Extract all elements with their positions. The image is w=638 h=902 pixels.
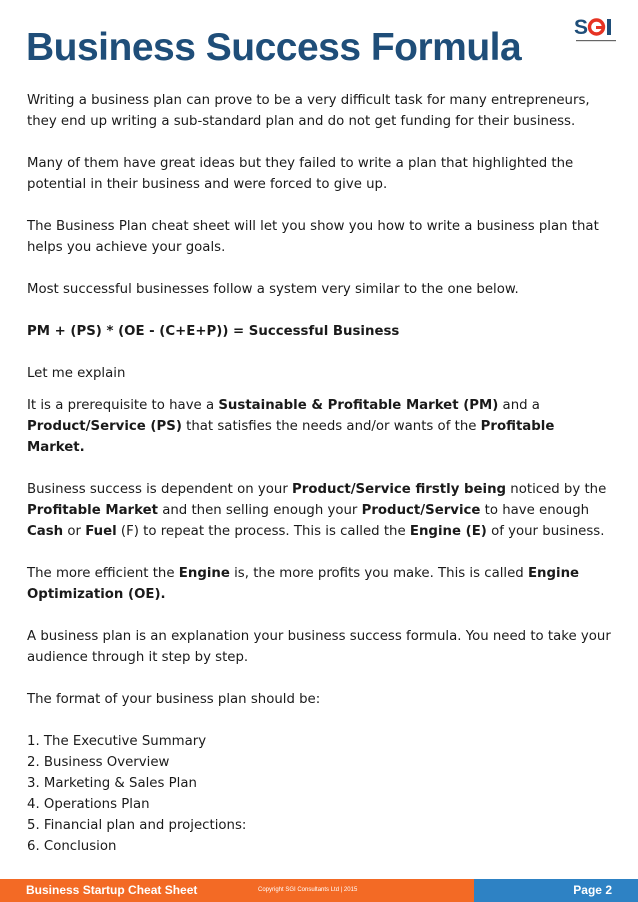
- page-number: Page 2: [474, 879, 638, 902]
- page-footer: [0, 879, 638, 902]
- list-item: 3. Marketing & Sales Plan: [27, 776, 197, 791]
- document-body: [27, 90, 612, 857]
- footer-left-band: [0, 879, 474, 902]
- paragraph-format: The format of your business plan should be:: [27, 692, 321, 707]
- paragraph-ideas: Many of them have great ideas but they failed to write a plan that highlighted the potential in their business and were forced to give up.: [27, 156, 574, 192]
- success-formula: PM + (PS) * (OE - (C+E+P)) = Successful Business: [27, 324, 400, 339]
- paragraph-intro: Writing a business plan can prove to be a very difficult task for many entrepreneurs, they end up writing a sub-standard plan and do not get funding for their business.: [27, 93, 590, 129]
- svg-text:S: S: [574, 16, 589, 39]
- sgi-logo: [574, 14, 620, 46]
- list-item: 5. Financial plan and projections:: [27, 818, 247, 833]
- plan-sections-list: [27, 731, 612, 857]
- paragraph-system: Most successful businesses follow a system very similar to the one below.: [27, 282, 519, 297]
- list-item: 2. Business Overview: [27, 755, 170, 770]
- list-item: 1. The Executive Summary: [27, 734, 207, 749]
- paragraph-prerequisite: It is a prerequisite to have a Sustainable & Profitable Market (PM) and a Product/Service (PS) that satisfies the needs and/or wants of the Profitable Market.: [27, 398, 555, 455]
- paragraph-cheat-sheet: The Business Plan cheat sheet will let you show you how to write a business plan that helps you achieve your goals.: [27, 219, 599, 255]
- paragraph-optimization: The more efficient the Engine is, the more profits you make. This is called Engine Optimization (OE).: [27, 566, 580, 602]
- paragraph-explanation: A business plan is an explanation your business success formula. You need to take your audience through it step by step.: [27, 629, 611, 665]
- paragraph-engine: Business success is dependent on your Product/Service firstly being noticed by the Profitable Market and then selling enough your Product/Service to have enough Cash or Fuel (F) to repeat the process. This is called the Engine (E) of your business.: [27, 482, 607, 539]
- paragraph-explain: Let me explain: [27, 366, 126, 381]
- list-item: 4. Operations Plan: [27, 797, 150, 812]
- page-title: Business Success Formula: [26, 26, 522, 69]
- footer-copyright: Copyright SGI Consultants Ltd | 2015: [258, 887, 358, 893]
- list-item: 6. Conclusion: [27, 839, 117, 854]
- footer-document-name: Business Startup Cheat Sheet: [26, 883, 198, 897]
